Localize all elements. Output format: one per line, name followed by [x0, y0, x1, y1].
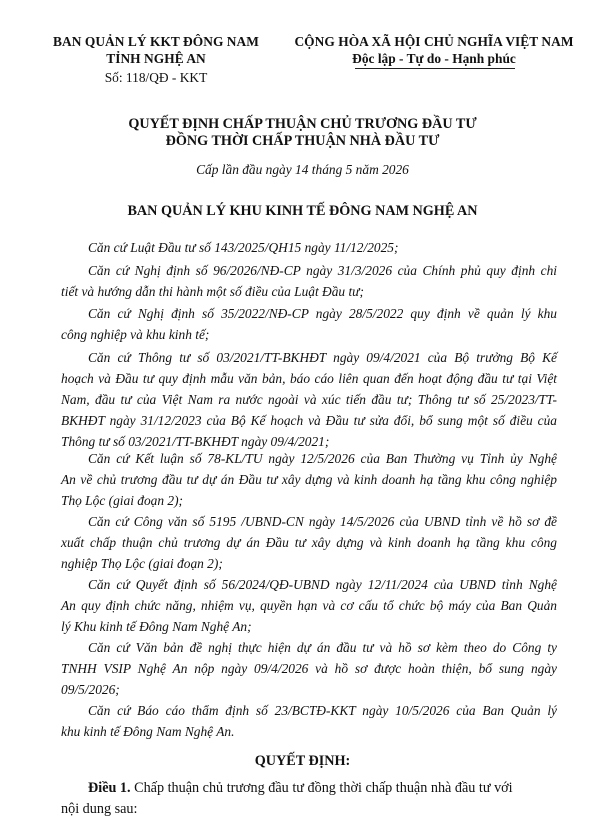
legal-basis-4-line-4: BKHĐT ngày 31/12/2023 của Bộ Kế hoạch và Đầu tư sửa đổi, bổ sung một số điều của: [61, 413, 557, 428]
legal-basis-6-line-2: xuất chấp thuận chủ trương dự án Đầu tư xây dựng và kinh doanh hạ tầng khu công: [61, 535, 557, 550]
legal-basis-2-line-1: Căn cứ Nghị định số 96/2026/NĐ-CP ngày 31/3/2026 của Chính phủ quy định chi: [88, 263, 557, 278]
legal-basis-2-line-2: tiết và hướng dẫn thi hành một số điều của Luật Đầu tư;: [61, 284, 364, 299]
legal-basis-1-line-1: Căn cứ Luật Đầu tư số 143/2025/QH15 ngày 11/12/2025;: [88, 240, 399, 255]
legal-basis-3-line-2: công nghiệp và khu kinh tế;: [61, 327, 210, 342]
article-1-text: Chấp thuận chủ trương đầu tư đồng thời chấp thuận nhà đầu tư với: [130, 780, 513, 796]
legal-basis-6-line-3: nghiệp Thọ Lộc (giai đoạn 2);: [61, 556, 223, 571]
article-1: [88, 780, 558, 797]
legal-basis-9-line-1: Căn cứ Báo cáo thẩm định số 23/BCTĐ-KKT ngày 10/5/2026 của Ban Quản lý: [88, 703, 557, 718]
authority-heading: BAN QUẢN LÝ KHU KINH TẾ ĐÔNG NAM NGHỆ AN: [127, 203, 478, 219]
decision-heading: QUYẾT ĐỊNH:: [254, 753, 351, 769]
legal-basis-7-line-2: An quy định chức năng, nhiệm vụ, quyền hạn và cơ cấu tổ chức bộ máy của Ban Quản: [61, 598, 557, 613]
issuer-name-line2: TỈNH NGHỆ AN: [106, 51, 206, 66]
legal-basis-4-line-1: Căn cứ Thông tư số 03/2021/TT-BKHĐT ngày 09/4/2021 của Bộ trưởng Bộ Kế: [88, 350, 557, 365]
issuer-name-line1: BAN QUẢN LÝ KKT ĐÔNG NAM: [53, 34, 259, 49]
legal-basis-5-line-2: An về chủ trương đầu tư dự án Đầu tư xây dựng và kinh doanh hạ tầng khu công nghiệp: [61, 472, 557, 487]
motto-underline: [355, 68, 515, 69]
legal-basis-7-line-3: lý Khu kinh tế Đông Nam Nghệ An;: [61, 619, 252, 634]
legal-basis-8-line-1: Căn cứ Văn bản đề nghị thực hiện dự án đầu tư và hồ sơ kèm theo do Công ty: [88, 640, 557, 655]
legal-basis-5-line-1: Căn cứ Kết luận số 78-KL/TU ngày 12/5/2026 của Ban Thường vụ Tỉnh ủy Nghệ: [88, 451, 557, 466]
legal-basis-9-line-2: khu kinh tế Đông Nam Nghệ An.: [61, 724, 235, 739]
legal-basis-4-line-5: Thông tư số 03/2021/TT-BKHĐT ngày 09/4/2021;: [61, 434, 330, 449]
legal-basis-8-line-3: 09/5/2026;: [61, 682, 120, 697]
document-number: Số: 118/QĐ - KKT: [104, 70, 208, 85]
legal-basis-4-line-3: Nam, đầu tư của Việt Nam ra nước ngoài và xúc tiến đầu tư; Thông tư số 25/2023/TT-: [61, 392, 557, 407]
decision-title-line1: QUYẾT ĐỊNH CHẤP THUẬN CHỦ TRƯƠNG ĐẦU TƯ: [128, 116, 477, 132]
national-motto: Độc lập - Tự do - Hạnh phúc: [352, 51, 516, 66]
legal-basis-3-line-1: Căn cứ Nghị định số 35/2022/NĐ-CP ngày 28/5/2022 quy định về quản lý khu: [88, 306, 557, 321]
legal-basis-5-line-3: Thọ Lộc (giai đoạn 2);: [61, 493, 183, 508]
article-1-label: Điều 1.: [88, 780, 131, 796]
legal-basis-6-line-1: Căn cứ Công văn số 5195 /UBND-CN ngày 14/5/2026 của UBND tỉnh về hồ sơ đề: [88, 514, 557, 529]
legal-basis-8-line-2: TNHH VSIP Nghệ An nộp ngày 09/4/2026 và hồ sơ được hoàn thiện, bổ sung ngày: [61, 661, 557, 676]
national-title: CỘNG HÒA XÃ HỘI CHỦ NGHĨA VIỆT NAM: [294, 34, 574, 49]
issue-date: Cấp lần đầu ngày 14 tháng 5 năm 2026: [196, 162, 409, 177]
legal-basis-4-line-2: hoạch và Đầu tư quy định mẫu văn bản, báo cáo liên quan đến hoạt động đầu tư tại Việt: [61, 371, 557, 386]
article-1-continuation: nội dung sau:: [61, 801, 138, 817]
decision-title-line2: ĐỒNG THỜI CHẤP THUẬN NHÀ ĐẦU TƯ: [165, 133, 440, 149]
legal-basis-7-line-1: Căn cứ Quyết định số 56/2024/QĐ-UBND ngày 12/11/2024 của UBND tỉnh Nghệ: [88, 577, 557, 592]
